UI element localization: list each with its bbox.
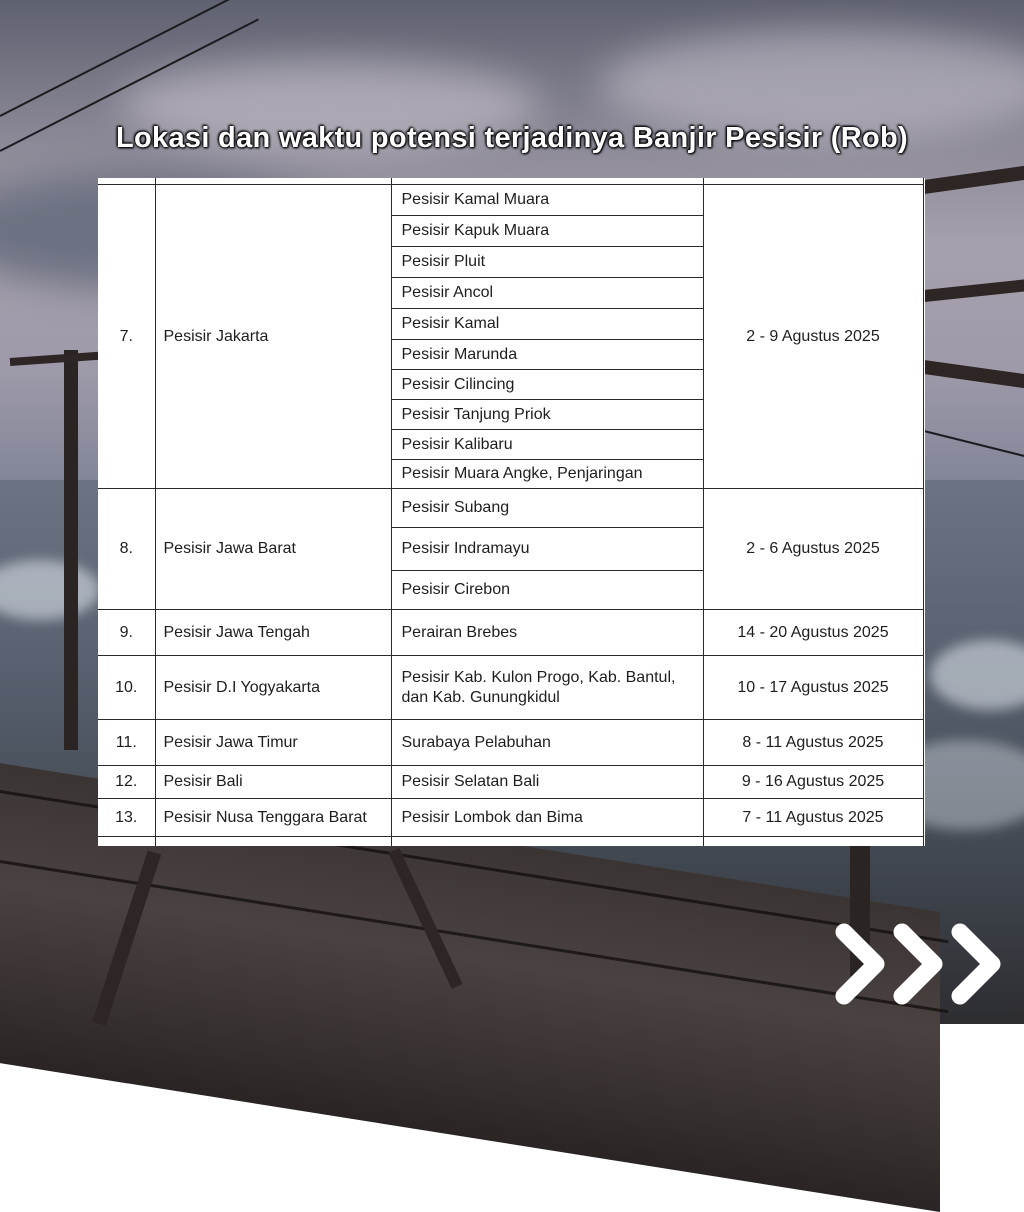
location-cell: Pesisir Lombok dan Bima xyxy=(391,799,703,837)
location-cell: Pesisir Indramayu xyxy=(391,528,703,571)
location-cell: Pesisir Kamal xyxy=(391,309,703,340)
row-number: 7. xyxy=(98,185,155,489)
location-cell: Pesisir Pluit xyxy=(391,247,703,278)
province-cell: Pesisir Bali xyxy=(155,766,391,799)
table-row-cropped xyxy=(98,837,923,847)
table-row xyxy=(98,766,923,799)
location-cell: Pesisir Ancol xyxy=(391,278,703,309)
table-row xyxy=(98,799,923,837)
triple-chevron-right-icon xyxy=(832,922,1012,1006)
flood-table-document xyxy=(98,178,925,846)
table-row xyxy=(98,489,923,528)
date-cell: 2 - 9 Agustus 2025 xyxy=(703,185,923,489)
province-cell: Pesisir Nusa Tenggara Barat xyxy=(155,799,391,837)
location-cell: Pesisir Selatan Bali xyxy=(391,766,703,799)
row-number: 11. xyxy=(98,720,155,766)
location-cell: Pesisir Cirebon xyxy=(391,571,703,610)
next-slide-button[interactable] xyxy=(832,922,1012,1006)
row-number: 12. xyxy=(98,766,155,799)
province-cell: Pesisir Jawa Timur xyxy=(155,720,391,766)
date-cell: 8 - 11 Agustus 2025 xyxy=(703,720,923,766)
table-row xyxy=(98,610,923,656)
date-cell: 9 - 16 Agustus 2025 xyxy=(703,766,923,799)
province-cell: Pesisir Jawa Barat xyxy=(155,489,391,610)
province-cell: Pesisir Jawa Tengah xyxy=(155,610,391,656)
table-row xyxy=(98,720,923,766)
row-number: 9. xyxy=(98,610,155,656)
row-number: 10. xyxy=(98,656,155,720)
location-cell: Pesisir Kamal Muara xyxy=(391,185,703,216)
row-number: 8. xyxy=(98,489,155,610)
location-cell: Pesisir Tanjung Priok xyxy=(391,400,703,430)
province-cell: Pesisir Jakarta xyxy=(155,185,391,489)
location-cell xyxy=(391,656,703,720)
page-title: Lokasi dan waktu potensi terjadinya Banjir Pesisir (Rob) xyxy=(116,122,908,154)
flood-schedule-table xyxy=(98,178,924,846)
location-cell: Surabaya Pelabuhan xyxy=(391,720,703,766)
location-cell: Pesisir Muara Angke, Penjaringan xyxy=(391,460,703,489)
location-cell: Pesisir Subang xyxy=(391,489,703,528)
location-line: dan Kab. Gunungkidul xyxy=(401,688,560,706)
location-line: Pesisir Kab. Kulon Progo, Kab. Bantul, xyxy=(401,668,676,686)
date-cell: 14 - 20 Agustus 2025 xyxy=(703,610,923,656)
date-cell: 7 - 11 Agustus 2025 xyxy=(703,799,923,837)
location-cell: Pesisir Cilincing xyxy=(391,370,703,400)
table-row xyxy=(98,185,923,216)
location-cell: Pesisir Marunda xyxy=(391,340,703,370)
province-cell: Pesisir D.I Yogyakarta xyxy=(155,656,391,720)
location-cell: Perairan Brebes xyxy=(391,610,703,656)
location-cell: Pesisir Kapuk Muara xyxy=(391,216,703,247)
table-row xyxy=(98,656,923,720)
date-cell: 2 - 6 Agustus 2025 xyxy=(703,489,923,610)
location-cell: Pesisir Kalibaru xyxy=(391,430,703,460)
row-number: 13. xyxy=(98,799,155,837)
date-cell: 10 - 17 Agustus 2025 xyxy=(703,656,923,720)
